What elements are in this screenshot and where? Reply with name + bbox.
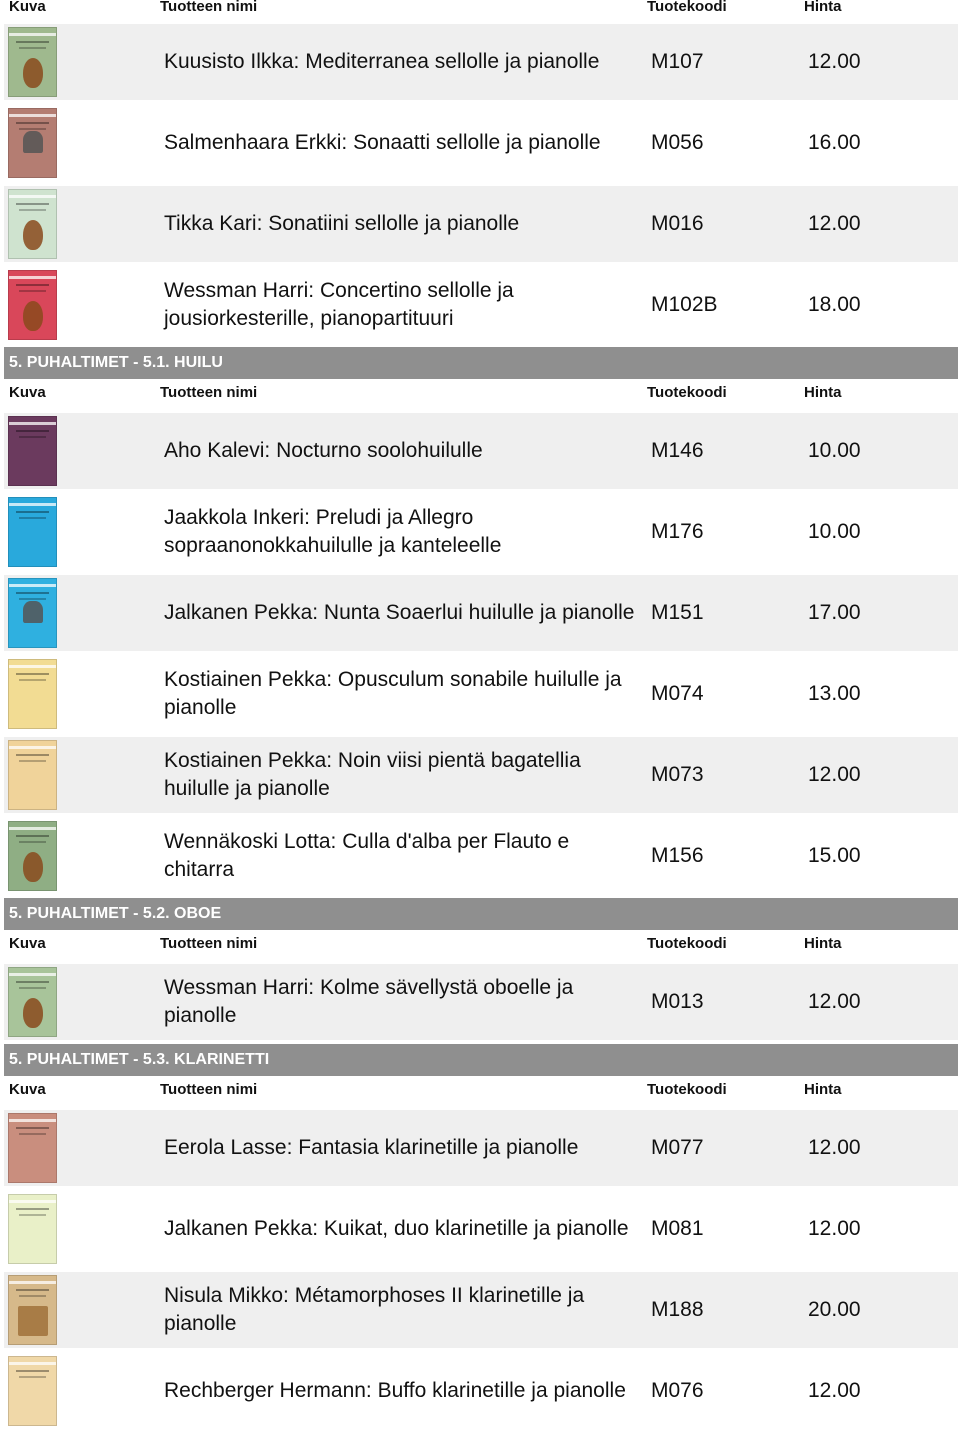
cover-band (9, 503, 56, 506)
product-code: M188 (651, 1298, 704, 1321)
product-cover-image[interactable] (8, 270, 57, 340)
product-price: 20.00 (808, 1298, 861, 1321)
cover-band (9, 422, 56, 425)
section-header: 5. PUHALTIMET - 5.1. HUILU (4, 347, 958, 379)
cover-title-line (16, 203, 49, 205)
product-name[interactable]: Rechberger Hermann: Buffo klarinetille ja pianolle (164, 1379, 626, 1402)
product-row[interactable] (4, 656, 958, 732)
cover-subtitle-line (19, 1295, 46, 1297)
product-price: 12.00 (808, 990, 861, 1013)
product-name[interactable]: Tikka Kari: Sonatiini sellolle ja pianolle (164, 212, 520, 235)
product-code: M146 (651, 439, 704, 462)
product-price: 10.00 (808, 520, 861, 543)
product-row[interactable] (4, 1353, 958, 1429)
product-name[interactable]: Jalkanen Pekka: Kuikat, duo klarinetille ja pianolle (164, 1217, 629, 1240)
column-header-image: Kuva (9, 384, 46, 401)
cover-band (9, 1200, 56, 1203)
cover-band (9, 195, 56, 198)
column-header-name: Tuotteen nimi (160, 1081, 258, 1098)
product-row[interactable] (4, 575, 958, 651)
product-code: M056 (651, 131, 704, 154)
product-row[interactable] (4, 737, 958, 813)
violin-icon (23, 58, 43, 88)
product-row[interactable] (4, 186, 958, 262)
column-header-row (4, 378, 958, 408)
cover-subtitle-line (19, 128, 46, 130)
product-name[interactable]: Salmenhaara Erkki: Sonaatti sellolle ja pianolle (164, 131, 601, 154)
product-price: 12.00 (808, 763, 861, 786)
cello-icon (23, 301, 43, 331)
cover-title-line (16, 41, 49, 43)
column-header-price: Hinta (804, 935, 842, 952)
column-header-image: Kuva (9, 1081, 46, 1098)
column-header-code: Tuotekoodi (647, 1081, 727, 1098)
cover-band (9, 973, 56, 976)
product-cover-image[interactable] (8, 108, 57, 178)
product-name[interactable]: Jaakkola Inkeri: Preludi ja Allegro sopraanonokkahuilulle ja kanteleelle (164, 506, 502, 557)
cover-title-line (16, 981, 49, 983)
product-cover-image[interactable] (8, 189, 57, 259)
product-cover-image[interactable] (8, 821, 57, 891)
product-cover-image[interactable] (8, 27, 57, 97)
column-header-row (4, 929, 958, 959)
product-cover-image[interactable] (8, 1356, 57, 1426)
cover-title-line (16, 1289, 49, 1291)
violin-icon (23, 852, 43, 882)
product-price: 17.00 (808, 601, 861, 624)
column-header-code: Tuotekoodi (647, 384, 727, 401)
product-row[interactable] (4, 818, 958, 894)
column-header-name: Tuotteen nimi (160, 0, 258, 15)
cover-band (9, 584, 56, 587)
cover-title-line (16, 1127, 49, 1129)
product-row[interactable] (4, 494, 958, 570)
cover-subtitle-line (19, 47, 46, 49)
product-cover-image[interactable] (8, 659, 57, 729)
cover-band (9, 276, 56, 279)
cover-band (9, 1119, 56, 1122)
product-row[interactable] (4, 1191, 958, 1267)
cover-subtitle-line (19, 987, 46, 989)
column-header-code: Tuotekoodi (647, 0, 727, 15)
product-name[interactable]: Jalkanen Pekka: Nunta Soaerlui huilulle ja pianolle (164, 601, 635, 624)
product-code: M073 (651, 763, 704, 786)
cover-subtitle-line (19, 1214, 46, 1216)
product-code: M102B (651, 293, 718, 316)
cover-subtitle-line (19, 679, 46, 681)
column-header-row (4, 0, 958, 22)
cover-subtitle-line (19, 517, 46, 519)
product-code: M074 (651, 682, 704, 705)
cover-band (9, 114, 56, 117)
product-price: 13.00 (808, 682, 861, 705)
cover-band (9, 665, 56, 668)
cover-band (9, 33, 56, 36)
column-header-name: Tuotteen nimi (160, 384, 258, 401)
product-price: 16.00 (808, 131, 861, 154)
product-row[interactable] (4, 105, 958, 181)
cover-band (9, 827, 56, 830)
product-row[interactable] (4, 964, 958, 1040)
cover-subtitle-line (19, 436, 46, 438)
product-code: M013 (651, 990, 704, 1013)
product-price: 12.00 (808, 1217, 861, 1240)
product-row[interactable] (4, 1110, 958, 1186)
product-cover-image[interactable] (8, 1113, 57, 1183)
product-code: M016 (651, 212, 704, 235)
cover-title-line (16, 1370, 49, 1372)
product-name[interactable]: Kostiainen Pekka: Noin viisi pientä bagatellia huilulle ja pianolle (164, 749, 581, 800)
product-name[interactable]: Eerola Lasse: Fantasia klarinetille ja pianolle (164, 1136, 579, 1159)
product-code: M077 (651, 1136, 704, 1159)
column-header-price: Hinta (804, 0, 842, 15)
product-name[interactable]: Aho Kalevi: Nocturno soolohuilulle (164, 439, 483, 462)
product-name[interactable]: Wessman Harri: Kolme sävellystä oboelle ja pianolle (164, 976, 574, 1027)
column-header-price: Hinta (804, 384, 842, 401)
cover-band (9, 746, 56, 749)
cover-subtitle-line (19, 290, 46, 292)
product-cover-image[interactable] (8, 416, 57, 486)
product-price: 12.00 (808, 50, 861, 73)
column-header-code: Tuotekoodi (647, 935, 727, 952)
product-name[interactable]: Wessman Harri: Concertino sellolle ja jousiorkesterille, pianopartituuri (164, 279, 514, 330)
product-name[interactable]: Kostiainen Pekka: Opusculum sonabile huilulle ja pianolle (164, 668, 622, 719)
cover-title-line (16, 592, 49, 594)
column-header-row (4, 1075, 958, 1105)
cover-subtitle-line (19, 1133, 46, 1135)
product-row[interactable] (4, 24, 958, 100)
cover-subtitle-line (19, 1376, 46, 1378)
cover-band (9, 1362, 56, 1365)
column-header-image: Kuva (9, 935, 46, 952)
product-code: M076 (651, 1379, 704, 1402)
product-code: M151 (651, 601, 704, 624)
product-row[interactable] (4, 1272, 958, 1348)
cover-subtitle-line (19, 841, 46, 843)
product-cover-image[interactable] (8, 1275, 57, 1345)
product-name[interactable]: Wennäkoski Lotta: Culla d'alba per Flauto e chitarra (164, 830, 570, 881)
product-cover-image[interactable] (8, 578, 57, 648)
portrait-icon (23, 601, 43, 623)
section-header: 5. PUHALTIMET - 5.2. OBOE (4, 898, 958, 930)
product-cover-image[interactable] (8, 740, 57, 810)
column-header-image: Kuva (9, 0, 46, 15)
product-code: M081 (651, 1217, 704, 1240)
cover-title-line (16, 1208, 49, 1210)
cover-subtitle-line (19, 760, 46, 762)
product-code: M156 (651, 844, 704, 867)
product-name[interactable]: Kuusisto Ilkka: Mediterranea sellolle ja pianolle (164, 50, 600, 73)
product-code: M176 (651, 520, 704, 543)
product-price: 12.00 (808, 212, 861, 235)
product-price: 10.00 (808, 439, 861, 462)
violin-icon (23, 220, 43, 250)
cover-subtitle-line (19, 209, 46, 211)
product-code: M107 (651, 50, 704, 73)
cover-title-line (16, 430, 49, 432)
column-header-price: Hinta (804, 1081, 842, 1098)
cover-title-line (16, 754, 49, 756)
column-header-name: Tuotteen nimi (160, 935, 258, 952)
cover-title-line (16, 284, 49, 286)
cover-title-line (16, 835, 49, 837)
product-price: 12.00 (808, 1136, 861, 1159)
product-cover-image[interactable] (8, 967, 57, 1037)
pattern-icon (18, 1306, 48, 1336)
cover-band (9, 1281, 56, 1284)
product-name[interactable]: Nisula Mikko: Métamorphoses II klarinetille ja pianolle (164, 1284, 585, 1335)
product-cover-image[interactable] (8, 497, 57, 567)
product-price: 15.00 (808, 844, 861, 867)
cover-title-line (16, 511, 49, 513)
cover-title-line (16, 122, 49, 124)
product-price: 12.00 (808, 1379, 861, 1402)
cover-subtitle-line (19, 598, 46, 600)
product-cover-image[interactable] (8, 1194, 57, 1264)
section-header: 5. PUHALTIMET - 5.3. KLARINETTI (4, 1044, 958, 1076)
product-price: 18.00 (808, 293, 861, 316)
product-row[interactable] (4, 413, 958, 489)
violin-icon (23, 998, 43, 1028)
cover-title-line (16, 673, 49, 675)
portrait-icon (23, 131, 43, 153)
product-row[interactable] (4, 267, 958, 343)
